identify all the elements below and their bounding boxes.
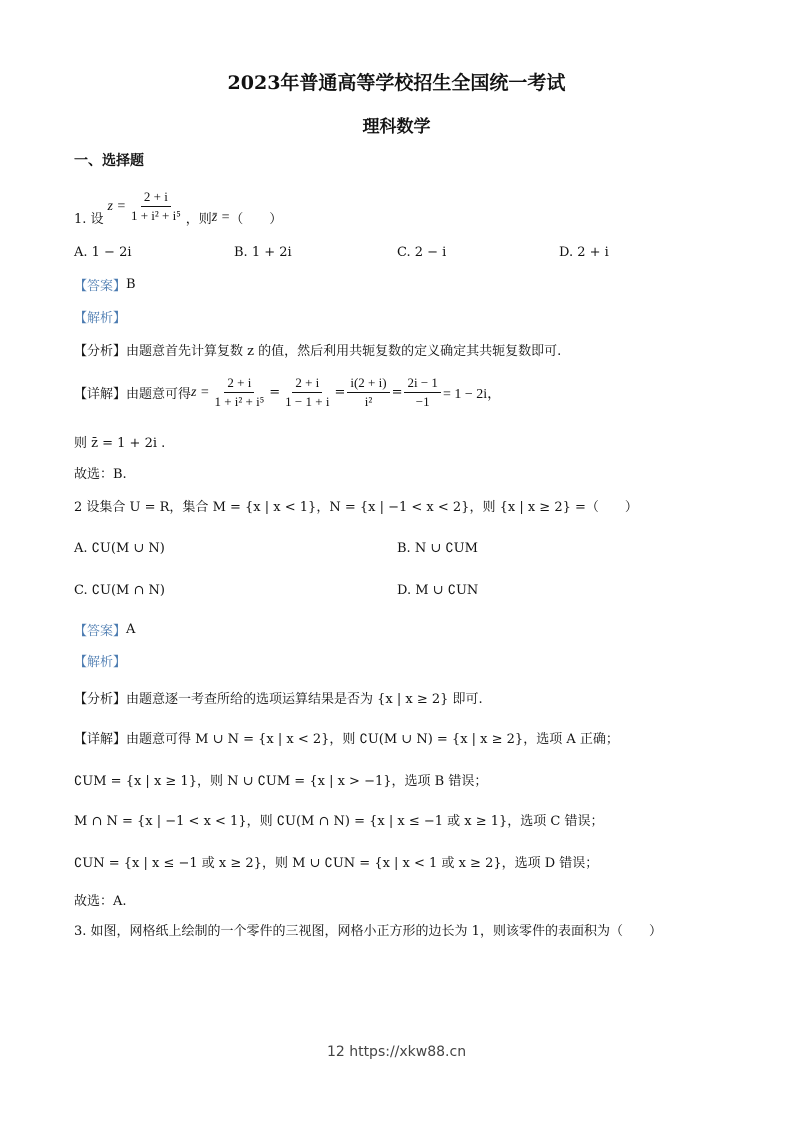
exam-title: 2023年普通高等学校招生全国统一考试: [227, 72, 566, 94]
analysis-label: 【解析】: [74, 311, 127, 326]
option-c: C. ∁U(M ∩ N): [74, 583, 165, 598]
fraction: $\frac{2 + i}{\text{1 + i² + i⁵}}$: [214, 375, 265, 409]
choose-line: 故选：B.: [74, 467, 127, 482]
option-a: A. ∁U(M ∪ N): [74, 541, 165, 556]
detail-line: M ∩ N = {x | −1 < x < 1}，则 ∁U(M ∩ N) = {x | x ≤ −1 或 x ≥ 1}，选项 C 错误；: [74, 814, 604, 829]
option-d: D. M ∪ ∁UN: [397, 583, 479, 598]
detail-line: ∁UM = {x | x ≥ 1}，则 N ∪ ∁UM = {x | x > −1}，选项 B 错误；: [74, 774, 488, 789]
xiangjie-line: 【详解】 由题意可得 z = $\frac{2 + i}{\text{1 + i² + i⁵}}$ = $\frac{2 + i}{1 - 1 + i}$ = $\frac{i(2 + i)}{\text{i²}}$ = $\frac{2i - 1}{-1}$ = 1 − 2i，: [74, 375, 502, 409]
exam-subtitle: 理科数学: [362, 117, 431, 137]
question-3-stem: 3. 如图，网格纸上绘制的一个零件的三视图，网格小正方形的边长为 1，则该零件的表面积为（ ）: [74, 924, 662, 939]
page-footer: 12 https://xkw88.cn: [326, 1044, 467, 1060]
fraction: $\frac{i(2 + i)}{\text{i²}}$: [347, 374, 389, 411]
fenxi-line: 【分析】 由题意逐一考查所给的选项运算结果是否为 {x | x ≥ 2} 即可.: [74, 692, 483, 707]
fenxi-line: 【分析】 由题意首先计算复数 z 的值，然后利用共轭复数的定义确定其共轭复数即可.: [74, 344, 562, 359]
option-a: A. 1 − 2i: [74, 245, 132, 260]
answer-line: 【答案】 A: [74, 622, 136, 639]
section-heading: 一、选择题: [74, 153, 144, 169]
fraction: $\frac{2i - 1}{-1}$: [404, 374, 440, 411]
choose-line: 故选：A.: [74, 894, 127, 909]
option-b: B. 1 + 2i: [234, 245, 292, 260]
xiangjie-line: 【详解】 由题意可得 M ∪ N = {x | x < 2}，则 ∁U(M ∪ N) = {x | x ≥ 2}，选项 A 正确；: [74, 732, 619, 747]
conjugate-line: 则 z̄ = 1 + 2i .: [74, 436, 166, 451]
detail-line: ∁UN = {x | x ≤ −1 或 x ≥ 2}，则 M ∪ ∁UN = {x | x < 1 或 x ≥ 2}，选项 D 错误；: [74, 856, 599, 871]
option-d: D. 2 + i: [559, 245, 609, 260]
analysis-label: 【解析】: [74, 655, 127, 670]
fraction: $\frac{2 + i}{1 - 1 + i}$: [285, 375, 330, 409]
question-2-stem: 2 设集合 U = R，集合 M = {x | x < 1}，N = {x | −1 < x < 2}，则 {x | x ≥ 2} =（ ）: [74, 500, 638, 515]
answer-line: 【答案】 B: [74, 277, 136, 294]
option-c: C. 2 − i: [397, 245, 447, 260]
fraction: $\frac{2 + i}{\text{1 + i² + i⁵}}$: [130, 189, 181, 223]
question-1-stem: 1. 设 z = $\frac{2 + i}{\text{1 + i² + i⁵}}$ ，则 z̄ = （ ）: [74, 189, 283, 227]
option-b: B. N ∪ ∁UM: [397, 541, 478, 556]
